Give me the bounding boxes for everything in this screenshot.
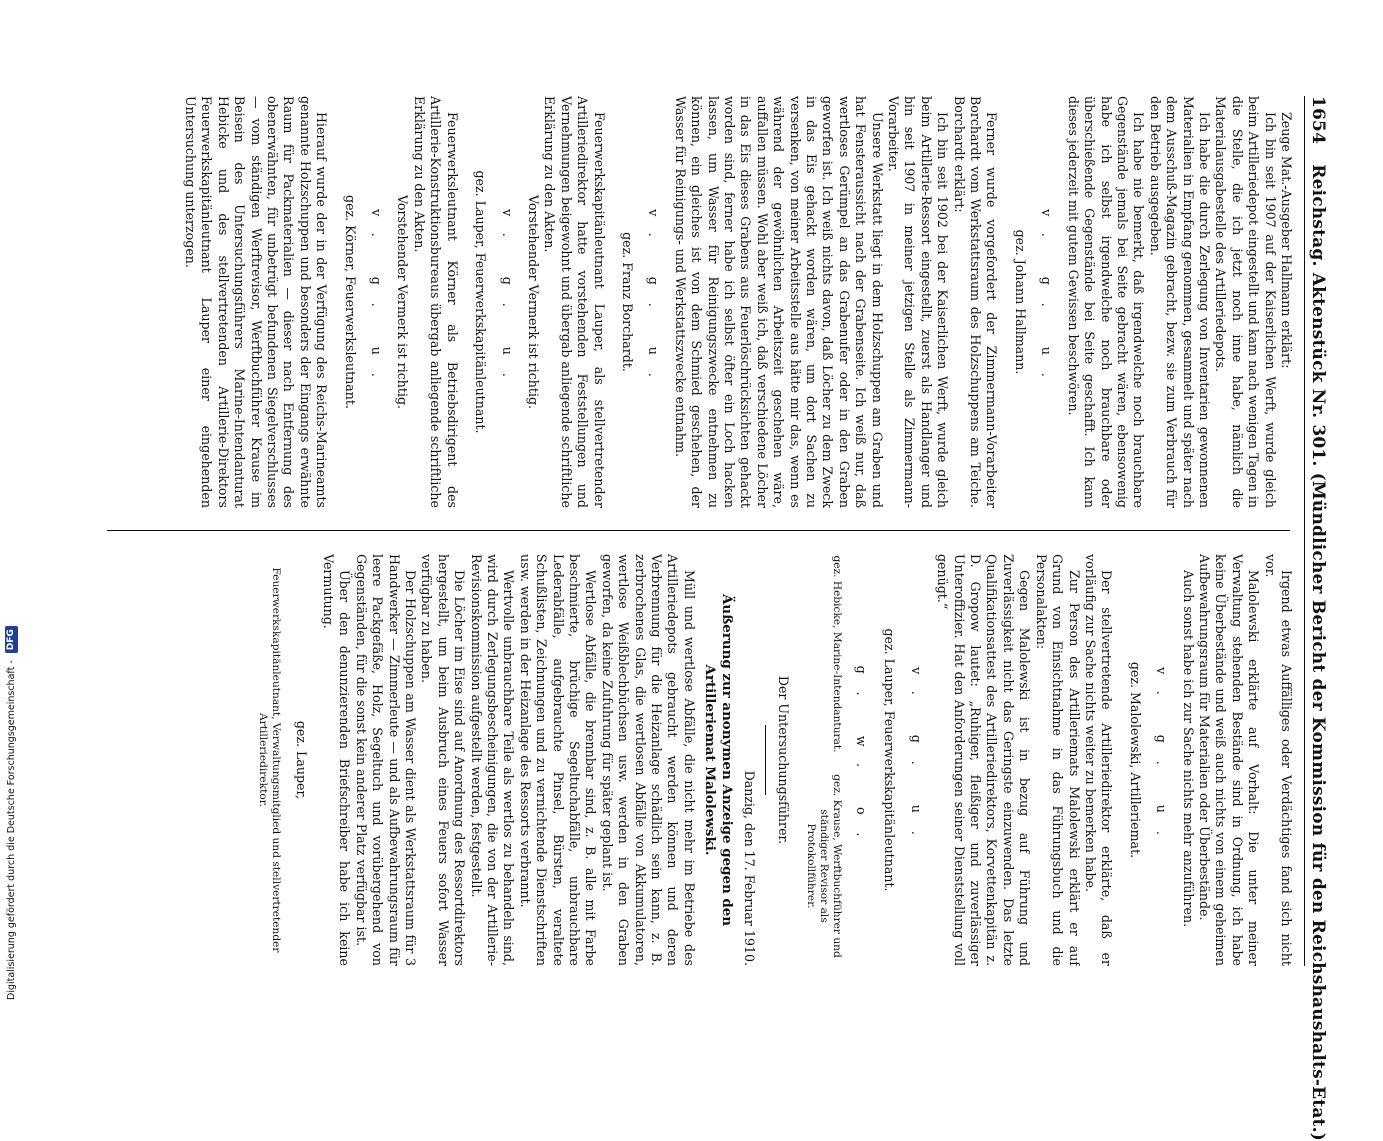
section-heading: Äußerung zur anonymen Anzeige gegen den Artilleriemat Malolewski. xyxy=(701,593,735,927)
page-number: 1654 xyxy=(1308,96,1328,145)
digitization-credit xyxy=(4,0,20,1000)
paragraph: Der Holzschuppen am Wasser dient als Werkstattsraum für 3 Handwerker — Zimmerleute — und als Aufbewahrungsraum für leere Packgefäße, Holz, Segeltuch und vorübergehend von Gegenständen, für die sonst kein anderer Platz verfügbar ist. xyxy=(353,554,418,966)
paragraph: Hierauf wurde der in der Verfügung des Reichs-Marineamts genannte Holzschuppen und besonders der Eingangs erwähnte Raum für Packmaterialien — dieser nach Entfernung des obenerwähnten, für unbetrügt befundenen Siegelverschlusses — vom ständigen Werftrevisor, Werftbuchführer Krause im Beisein des Untersuchungsführers Marine-Intendanturat Hebicke und des stellvertretenden Artillerie-Direktors Feuerwerkskapitänleutnant Lauper einer eingehenden Untersuchung unterzogen. xyxy=(183,96,330,508)
credit-text: Digitalisierung gefördert durch die Deutsche Forschungsgemeinschaft - xyxy=(6,660,17,1000)
signature: gez. Körner, Feuerwerksleutnant. xyxy=(342,195,358,409)
separator-line xyxy=(765,725,766,795)
signature: gez. Lauper, Feuerwerkskapitänleutnant. xyxy=(882,628,898,892)
column-divider xyxy=(107,530,1290,531)
paragraph: Irgend etwas Auffälliges oder Verdächtiges fand sich nicht vor. xyxy=(1262,554,1294,966)
vgu-mark: v. g. u. xyxy=(908,667,924,853)
investigator-caption: Der Untersuchungsführer. xyxy=(775,675,791,845)
paragraph: Feuerwerkskapitänleutnant Lauper, als stellvertretender Artilleriedirektor hatte vorstehenden Feststellungen und Vernehmungen beigewohnt und übergab anliegende schriftliche Erklärung zu den Akten. xyxy=(542,96,607,508)
date-line: Danzig, den 17. Februar 1910. xyxy=(742,770,758,966)
dfg-logo-icon: DFG xyxy=(5,626,18,653)
paragraph: Malolewski erklärte auf Vorhalt: Die unter meiner Verwaltung stehenden Bestände sind in Ordnung, ich habe keine Überbestände und weiß auch nichts von einem geheimen Aufbewahrungsraum für Materialien oder Überbestände. xyxy=(1196,554,1262,966)
paragraph: Auch sonst habe ich zur Sache nichts mehr anzuführen. xyxy=(1180,570,1196,928)
dual-signature xyxy=(797,554,843,966)
final-signature-name: gez. Lauper, xyxy=(294,720,310,800)
paragraph: Ich habe nie bemerkt, daß irgendwelche noch brauchbare Gegenstände jemals bei Seite gebracht wären, ebensowenig habe ich selbst irgendwelche noch brauchbare oder überschießende Gegenstände bei Seite geschafft. Ich kann dieses jederzeit mit gutem Gewissen beschwören. xyxy=(1065,96,1147,508)
paragraph: Ich bin seit 1907 auf der Kaiserlichen Werft, wurde gleich beim Artilleriedepot eingestellt und kam nach wenigen Tagen in die Stelle, die ich jetzt noch inne habe, nämlich die Materialausgabestelle des Artilleriedepots. xyxy=(1213,96,1278,508)
paragraph: Wertvolle unbrauchbare Teile als wertlos zu behandeln sind, wird durch Zerlegungsbescheinigungen, die von der Artillerie-Revisionskommission aufgestellt werden, festgestellt. xyxy=(468,554,517,966)
paragraph: Gegen Malolewski ist in bezug auf Führung und Zuverlässigkeit nicht das Geringste einzuwenden. Das letzte Qualifikationsattest des Artilleriedirektors, Korvettenkapitän z. D. Gropow lautet: „Ruhiger, fleißiger und zuverlässiger Unteroffizier. Hat den Anforderungen seiner Dienststellung voll genügt.“ xyxy=(935,554,1033,966)
signature: gez. Johann Hallmann. xyxy=(1012,229,1028,375)
signature: gez. Franz Borchardt. xyxy=(619,232,635,372)
paragraph: Ich bin seit 1902 bei der Kaiserlichen Werft, wurde gleich beim Artillerie-Ressort eingestellt, zuerst als Handlanger und bin seit 1907 in meiner jetzigen Stelle als Zimmermann-Vorarbeiter. xyxy=(886,96,951,508)
final-signature-title: Feuerwerkskapitänleutnant, Verwaltungsmitglied und stellvertretender Artilleriedirektor. xyxy=(257,567,283,953)
paragraph: Unsere Werkstatt liegt in dem Holzschuppen am Graben und hat Fensteraussicht nach der Grabenseite. Ich weiß nur, daß wertloses Gerümpel an das Grabenufer oder in den Graben geworfen ist. Ich weiß nichts davon, daß Löcher zu dem Zweck in das Eis gehackt worden wären, um dort Sachen zu versenken, von meiner Arbeitsstelle aus hätte mir das, wenn es während der gewöhnlichen Arbeitszeit geschehen wäre, auffallen müssen. Wohl aber weiß ich, daß verschiedene Löcher in das Eis dieses Grabens aus Feuerlöschrücksichten gehackt worden sind, ferner habe ich selbst öfter ein Loch hacken lassen, um Wasser für Reinigungszwecke entnehmen zu können, ein gleiches ist von dem Schmied geschehen, der Wasser für Reinigungs- und Werkstattszwecke entnahm. xyxy=(672,96,885,508)
left-column xyxy=(83,96,1294,508)
verification-note: Vorstehender Vermerk ist richtig. xyxy=(395,194,411,410)
paragraph: Feuerwerksleutnant Körner als Betriebsdirigent des Artillerie-Konstruktionsbureaus übergab anliegende schriftliche Erklärung zu den Akten. xyxy=(411,96,460,508)
paragraph: Müll und wertlose Abfälle, die nicht mehr im Betriebe des Artilleriedepots gebraucht werden können und deren Verbrennung für die Heizanlage schädlich sein kann, z. B. zerbrochenes Glas, die wertlosen Abfälle von Akkumulatoren, wertlose Weißblechbüchsen usw. werden in den Graben geworfen, da keine Zufuhrung für später geplant ist. xyxy=(599,554,697,966)
paragraph: Zeuge Mat.-Ausgeber Hallmann erklärt: xyxy=(1279,112,1294,369)
paragraph: Über den denunzierenden Briefschreiber habe ich keine Vermutung. xyxy=(320,554,353,966)
paragraph: Der stellvertretende Artilleriedirektor erklärte, daß er vorläufig zur Sache nichts weiter zu bemerken habe. xyxy=(1082,554,1115,966)
paragraph: Wertlose Abfälle, die brennbar sind, z. B. alle mit Farbe beschmierte, brüchige Segeltuchabfälle, unbrauchbare Lederabfälle, aufgebrauchte Pinsel, Bürsten, veraltete Schußlisten, Zeichnungen und zu vernichtende Dienstschriften usw. werden in der Heizanlage des Ressorts verbrannt. xyxy=(517,554,599,966)
paragraph: Die Löcher im Eise sind auf Anordnung des Ressortdirektors hergestellt, um beim Ausbruch eines Feuers sofort Wasser verfügbar zu haben. xyxy=(419,554,468,966)
page-content xyxy=(83,96,1328,1141)
vgu-mark: v. g. u. xyxy=(1039,209,1055,395)
vgu-mark: v. g. u. xyxy=(646,209,662,395)
vgu-mark: v. g. u. xyxy=(499,209,515,395)
running-head xyxy=(1304,96,1328,1141)
text-columns xyxy=(83,96,1294,966)
vgu-mark: v. g. u. xyxy=(369,209,385,395)
paragraph: Zur Person des Artilleriemats Malolewski erklärt er auf Grund von Einsichtnahme in das Führungsbuch und die Personalakten: xyxy=(1033,554,1082,966)
signature: gez. Malolewski, Artilleriemat. xyxy=(1127,661,1143,859)
signature-krause: gez. Krause, Werftbuchführer und ständiger Revisor als Protokollführer. xyxy=(804,774,843,958)
signature-hebicke: gez. Hebicke, Marine-Intendanturat. xyxy=(830,555,843,753)
right-column xyxy=(83,554,1294,966)
vgu-mark: g. w. o. xyxy=(854,665,870,855)
vgu-mark: v. g. u. xyxy=(1154,667,1170,853)
page-title: Reichstag. Aktenstück Nr. 301. (Mündlicher Bericht der Kommission für den Reichshaushalts-Etat.) xyxy=(1308,164,1328,1141)
paragraph: Ferner wurde vorgefordert der Zimmermann-Vorarbeiter Borchardt vom Werkstattsraum des Holzschuppens am Teiche. Borchardt erklärt: xyxy=(951,96,1000,508)
verification-note: Vorstehender Vermerk ist richtig. xyxy=(525,194,541,410)
paragraph: Ich habe die durch Zerlegung von Inventarien gewonnenen Materialien in Empfang genommen, gesammelt und später nach dem Ausschuß-Magazin gebracht, bezw. sie zum Verbrauch für den Betrieb ausgegeben. xyxy=(1147,96,1212,508)
signature: gez. Lauper, Feuerwerkskapitänleutnant. xyxy=(473,170,489,434)
